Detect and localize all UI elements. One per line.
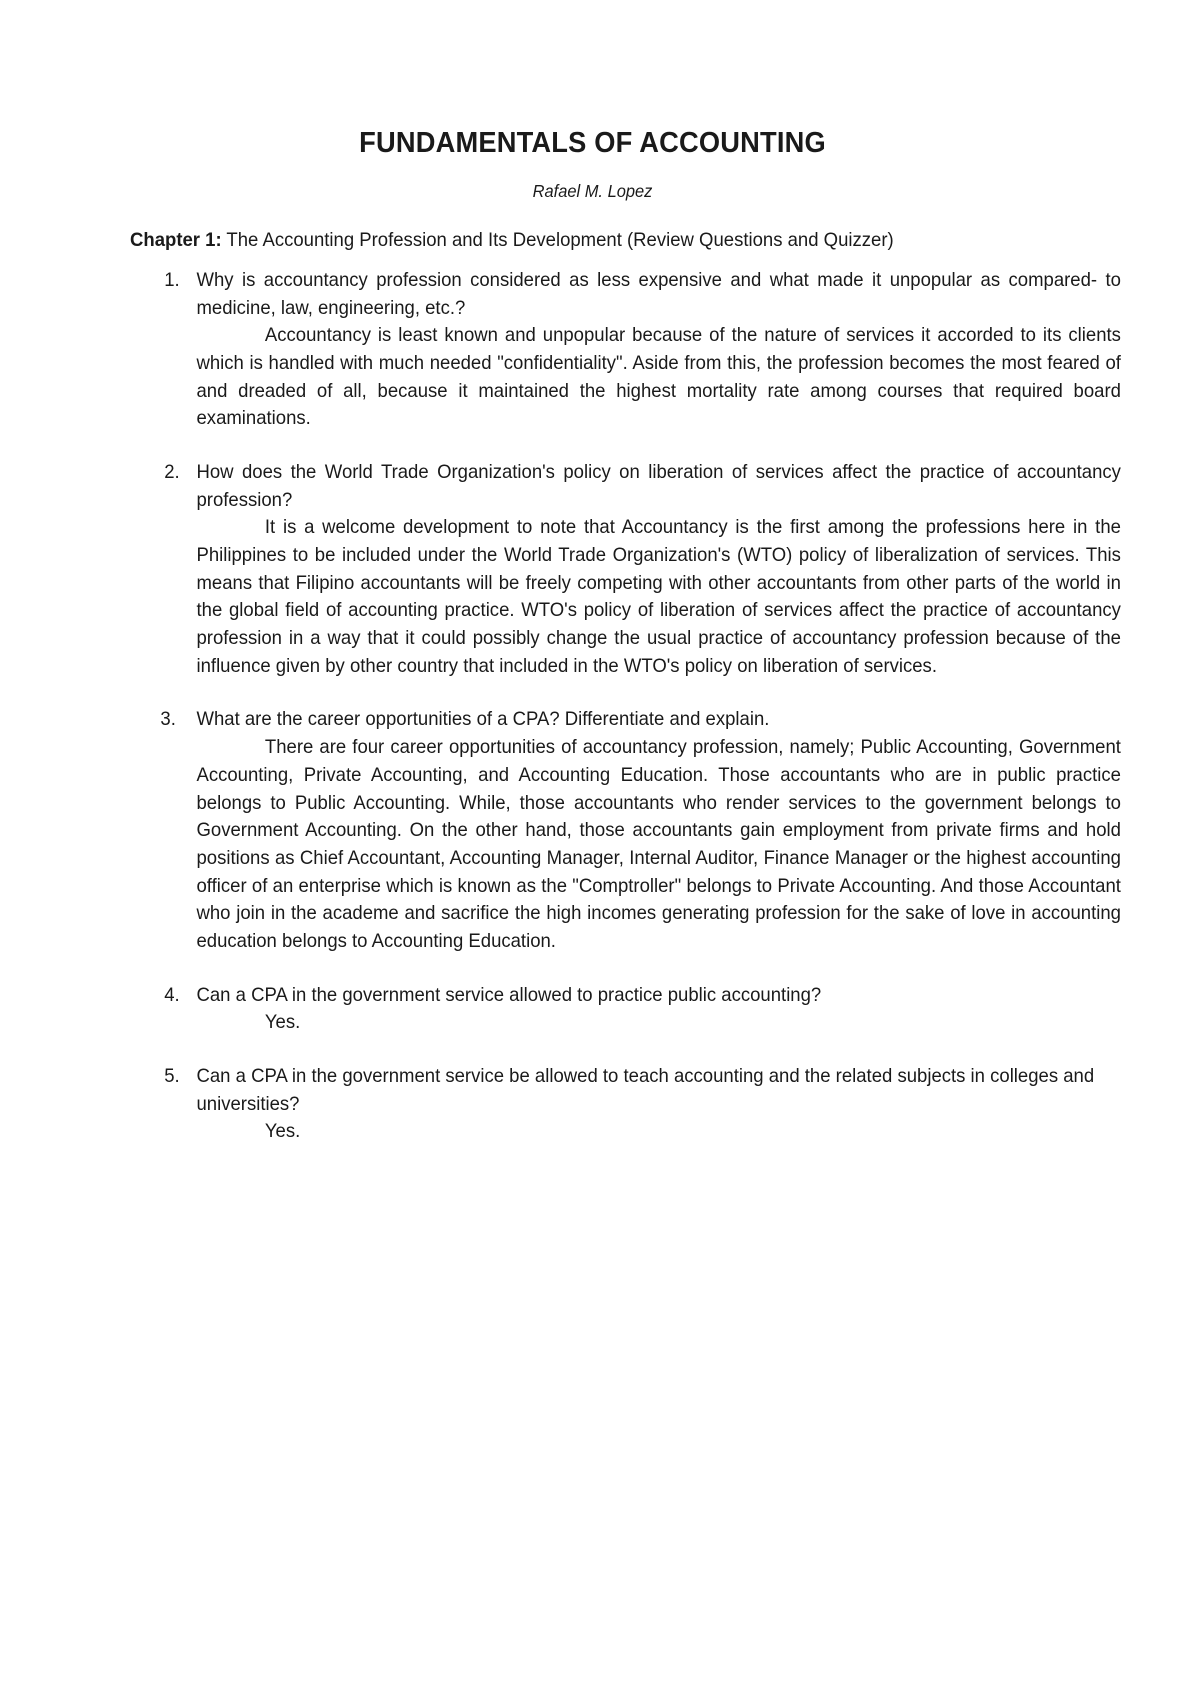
question-text: How does the World Trade Organization's policy on liberation of services affect the practice of accountancy profession?: [196, 460, 1121, 511]
answer-text: It is a welcome development to note that Accountancy is the first among the professions here in the Philippines to be included under the World Trade Organization's (WTO) policy of liberalization of services. This means that Filipino accountants will be freely competing with other accountants from other parts of the world in the global field of accounting practice. WTO's policy of liberation of services affect the practice of accountancy profession in a way that it could possibly change the usual practice of accountancy profession because of the influence given by other country that included in the WTO's policy on liberation of services.: [196, 516, 1121, 677]
page-title: FUNDAMENTALS OF ACCOUNTING: [359, 127, 826, 159]
question-text: Can a CPA in the government service allowed to practice public accounting?: [196, 983, 822, 1006]
list-item: [130, 982, 1121, 1037]
question-text: What are the career opportunities of a CPA? Differentiate and explain.: [196, 708, 770, 731]
answer-text: Accountancy is least known and unpopular because of the nature of services it accorded to its clients which is handled with much needed "confidentiality". Aside from this, the profession becomes the most feared of and dreaded of all, because it maintained the highest mortality rate among courses that required board examinations.: [196, 324, 1121, 430]
question-text: Why is accountancy profession considered as less expensive and what made it unpopular as compared- to medicine, law, engineering, etc.?: [196, 268, 1121, 319]
list-item: [130, 706, 1121, 955]
answer-text: Yes.: [264, 1011, 301, 1034]
list-item: [130, 459, 1121, 681]
chapter-heading: [130, 227, 1054, 255]
question-number: 1.: [164, 268, 180, 291]
question-number: 4.: [164, 983, 180, 1006]
answer-text: There are four career opportunities of accountancy profession, namely; Public Accounting, Government Accounting, Private Accounting, and Accounting Education. Those accountants who are in public practice belongs to Public Accounting. While, those accountants who render services to the government belongs to Government Accounting. On the other hand, those accountants gain employment from private firms and hold positions as Chief Accountant, Accounting Manager, Internal Auditor, Finance Manager or the highest accounting officer of an enterprise which is known as the "Comptroller" belongs to Private Accounting. And those Accountant who join in the academe and sacrifice the high incomes generating profession for the sake of love in accounting education belongs to Accounting Education.: [196, 736, 1121, 952]
answer-text: Yes.: [264, 1120, 301, 1143]
review-questions-list: [130, 267, 1121, 1146]
question-number: 2.: [164, 460, 180, 483]
question-number: 3.: [160, 708, 176, 731]
list-item: [130, 1063, 1121, 1146]
chapter-subtitle: The Accounting Profession and Its Development (Review Questions and Quizzer): [221, 229, 894, 252]
author-byline: Rafael M. Lopez: [532, 180, 653, 201]
chapter-label: Chapter 1:: [130, 229, 222, 252]
question-text: Can a CPA in the government service be allowed to teach accounting and the related subjects in colleges and universities?: [196, 1065, 1095, 1115]
list-item: [130, 267, 1121, 433]
question-number: 5.: [164, 1065, 180, 1088]
